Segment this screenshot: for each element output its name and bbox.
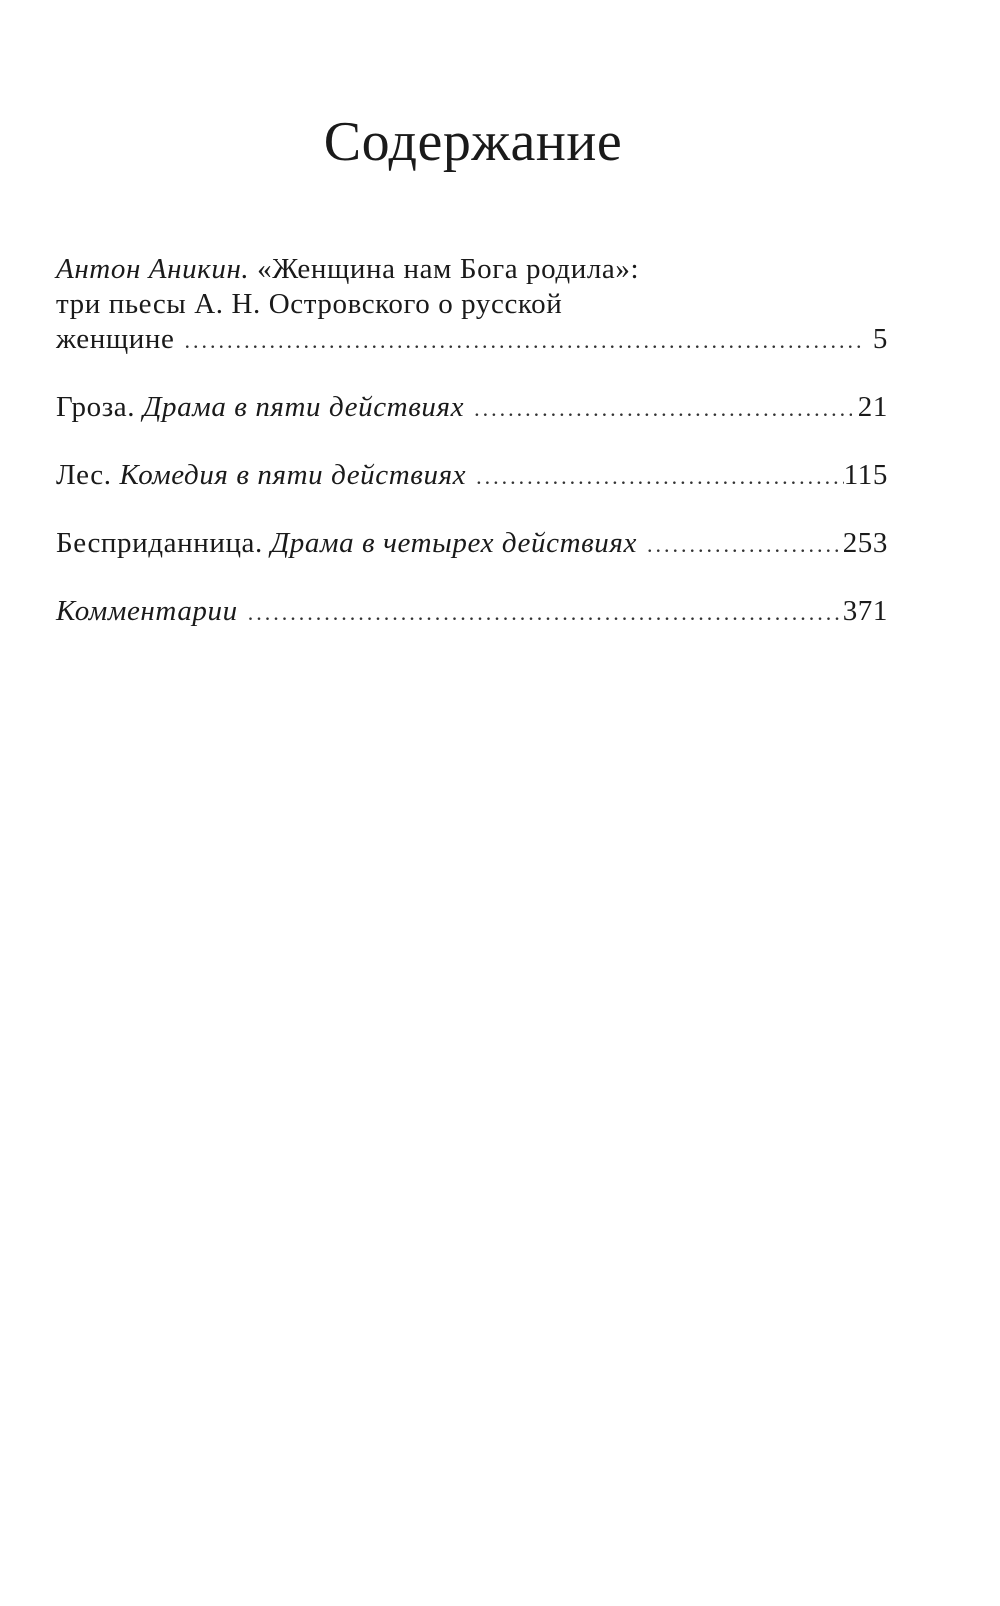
toc-entry-title (56, 526, 637, 561)
table-of-contents (56, 252, 888, 630)
toc-page-number: 253 (842, 527, 888, 559)
toc-work-title: Гроза. (56, 391, 136, 423)
toc-entry-line (56, 322, 888, 358)
dot-leader (248, 595, 843, 630)
toc-entry-title-part: женщине (56, 323, 175, 355)
toc-entry-line (56, 390, 888, 426)
toc-entry-line: три пьесы А. Н. Островского о русской (56, 288, 563, 320)
toc-entry-line (56, 458, 888, 494)
page-title: Содержание (323, 111, 623, 173)
toc-entry-line (56, 252, 888, 287)
toc-entry-aniquin (56, 252, 888, 358)
toc-work-subtitle: Драма в пяти действиях (142, 391, 465, 423)
toc-entry-les (56, 458, 888, 494)
dot-leader (647, 527, 843, 562)
toc-page-number: 21 (857, 391, 888, 423)
toc-page-number: 115 (843, 459, 888, 491)
toc-work-title: Лес. (56, 459, 112, 491)
toc-entry-bespridannitsa (56, 526, 888, 562)
toc-entry-title-part: «Женщина нам Бога родила»: (257, 253, 640, 285)
dot-leader (474, 391, 852, 426)
toc-entry-groza (56, 390, 888, 426)
toc-entry-line (56, 526, 888, 562)
toc-work-subtitle: Комедия в пяти действиях (119, 459, 467, 491)
toc-work-title: Бесприданница. (56, 527, 263, 559)
toc-entry-title (56, 390, 464, 425)
toc-author: Антон Аникин. (56, 253, 250, 285)
dot-leader (476, 459, 844, 494)
toc-page-number: 371 (842, 595, 888, 627)
toc-page-number: 5 (872, 323, 888, 355)
toc-work-subtitle: Комментарии (56, 595, 238, 627)
toc-work-subtitle: Драма в четырех действиях (270, 527, 637, 559)
toc-entry-line (56, 594, 888, 630)
dot-leader (185, 323, 863, 358)
toc-entry-title (56, 458, 466, 493)
toc-entry-commentary (56, 594, 888, 630)
